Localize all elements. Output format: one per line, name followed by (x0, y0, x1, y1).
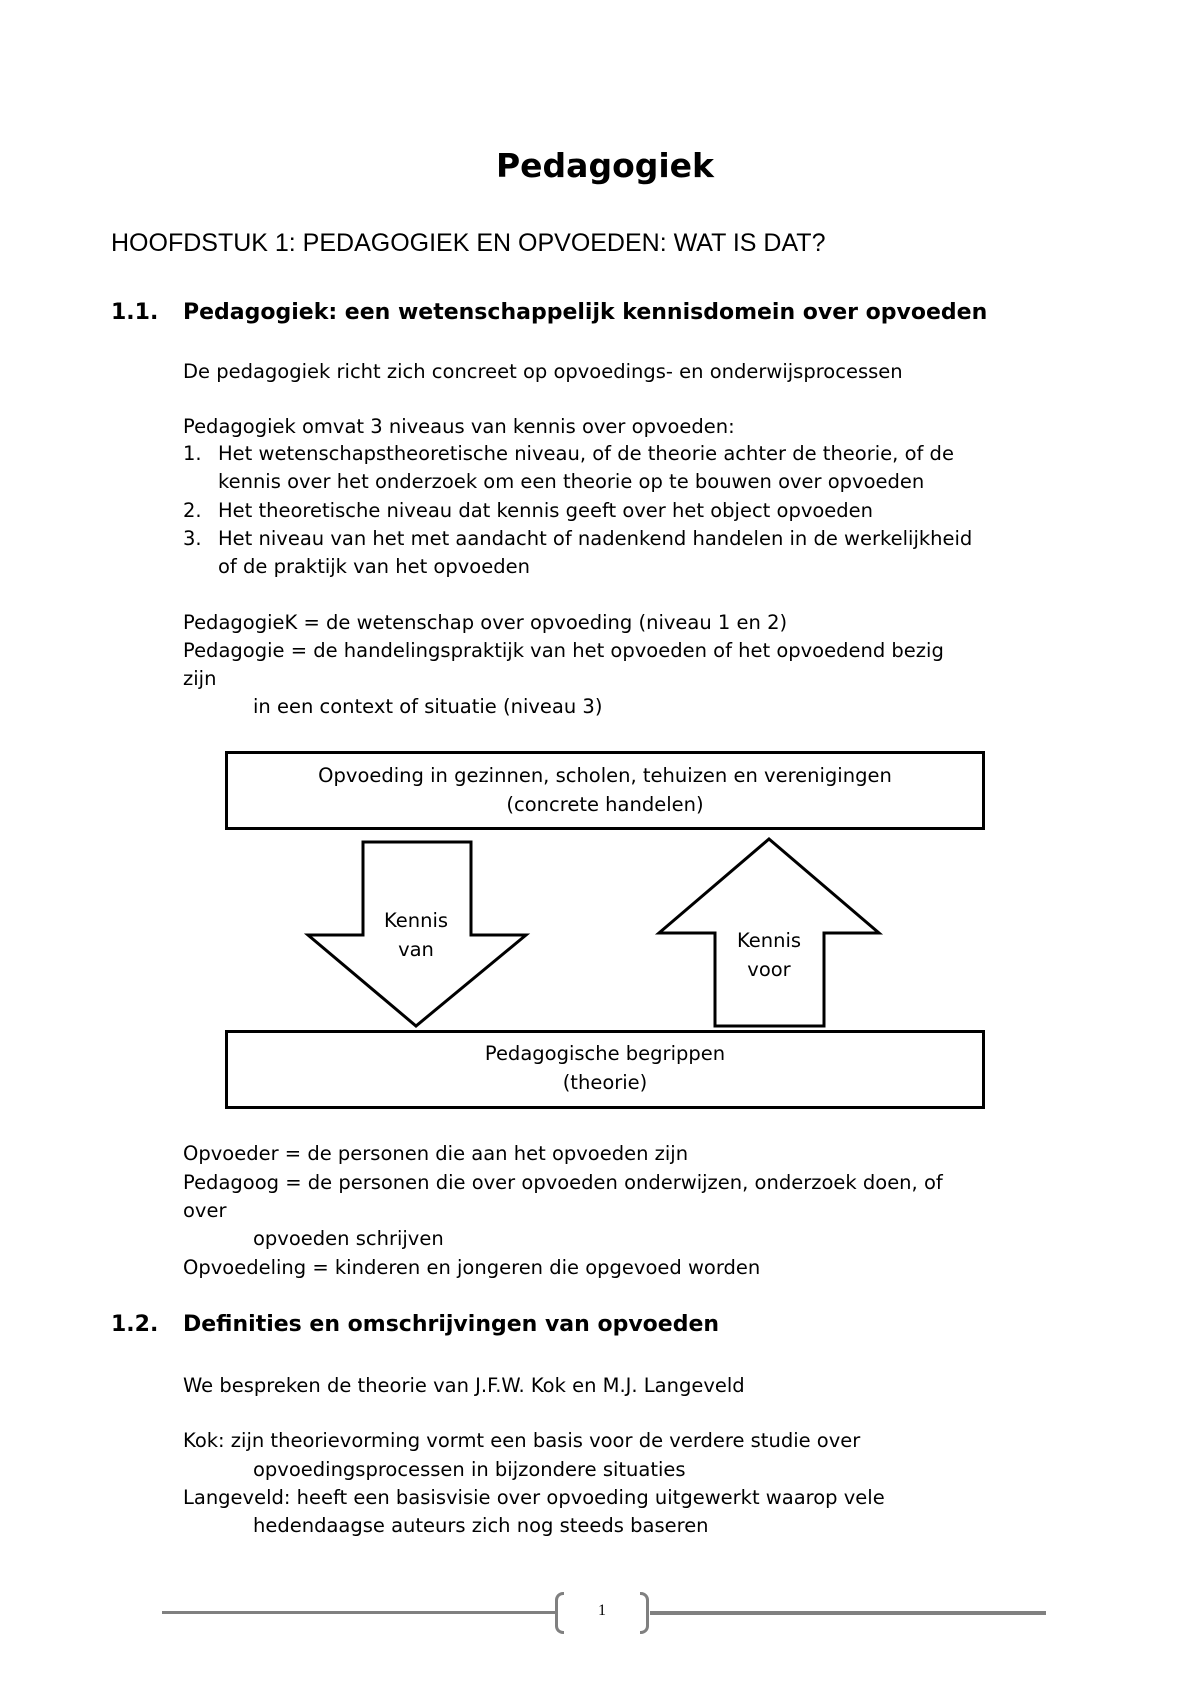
term-continued: opvoeden schrijven (253, 1227, 444, 1250)
document-title: Pedagogiek (495, 146, 714, 185)
definition-continued: zijn (183, 667, 217, 690)
chapter-heading: HOOFDSTUK 1: PEDAGOGIEK EN OPVOEDEN: WAT IS DAT? (111, 229, 826, 257)
up-arrow-label-2: voor (747, 958, 791, 981)
section-number: 1.2. (111, 1312, 159, 1337)
list-item-continued: kennis over het onderzoek om een theorie op te bouwen over opvoeden (218, 470, 925, 493)
theory-box-line2: (theorie) (562, 1071, 648, 1094)
list-number: 3. (183, 527, 202, 550)
footer-bracket-left (555, 1592, 564, 1634)
paragraph-continued: hedendaagse auteurs zich nog steeds baseren (253, 1514, 709, 1537)
section-heading: Definities en omschrijvingen van opvoeden (183, 1312, 720, 1337)
list-item: Het niveau van het met aandacht of nadenkend handelen in de werkelijkheid (218, 527, 973, 550)
paragraph: Pedagogiek omvat 3 niveaus van kennis over opvoeden: (183, 415, 735, 438)
section-number: 1.1. (111, 300, 159, 325)
paragraph-continued: opvoedingsprocessen in bijzondere situaties (253, 1458, 686, 1481)
term: Opvoedeling = kinderen en jongeren die opgevoed worden (183, 1256, 761, 1279)
term-continued: over (183, 1199, 227, 1222)
term: Pedagoog = de personen die over opvoeden onderwijzen, onderzoek doen, of (183, 1171, 943, 1194)
definition-continued: in een context of situatie (niveau 3) (253, 695, 603, 718)
theory-box-line1: Pedagogische begrippen (484, 1042, 726, 1065)
paragraph: Langeveld: heeft een basisvisie over opvoeding uitgewerkt waarop vele (183, 1486, 885, 1509)
list-item: Het wetenschapstheoretische niveau, of de theorie achter de theorie, of de (218, 442, 954, 465)
down-arrow-label-1: Kennis (383, 909, 449, 932)
footer-rule-left (162, 1611, 558, 1614)
up-arrow-label-1: Kennis (736, 929, 802, 952)
footer-rule-right (650, 1611, 1046, 1615)
section-heading: Pedagogiek: een wetenschappelijk kennisdomein over opvoeden (183, 300, 988, 325)
definition: PedagogieK = de wetenschap over opvoeding (niveau 1 en 2) (183, 611, 788, 634)
term: Opvoeder = de personen die aan het opvoeden zijn (183, 1142, 689, 1165)
paragraph: We bespreken de theorie van J.F.W. Kok en M.J. Langeveld (183, 1374, 745, 1397)
list-item: Het theoretische niveau dat kennis geeft over het object opvoeden (218, 499, 874, 522)
down-arrow-label-2: van (398, 938, 434, 961)
practice-box-line1: Opvoeding in gezinnen, scholen, tehuizen en verenigingen (318, 764, 892, 787)
list-item-continued: of de praktijk van het opvoeden (218, 555, 530, 578)
list-number: 2. (183, 499, 202, 522)
theory-box (225, 1030, 985, 1109)
paragraph: Kok: zijn theorievorming vormt een basis voor de verdere studie over (183, 1429, 861, 1452)
page-number: 1 (598, 1602, 606, 1619)
practice-box-line2: (concrete handelen) (506, 793, 704, 816)
paragraph: De pedagogiek richt zich concreet op opvoedings- en onderwijsprocessen (183, 360, 903, 383)
definition: Pedagogie = de handelingspraktijk van het opvoeden of het opvoedend bezig (183, 639, 944, 662)
list-number: 1. (183, 442, 202, 465)
footer-bracket-right (640, 1592, 649, 1634)
